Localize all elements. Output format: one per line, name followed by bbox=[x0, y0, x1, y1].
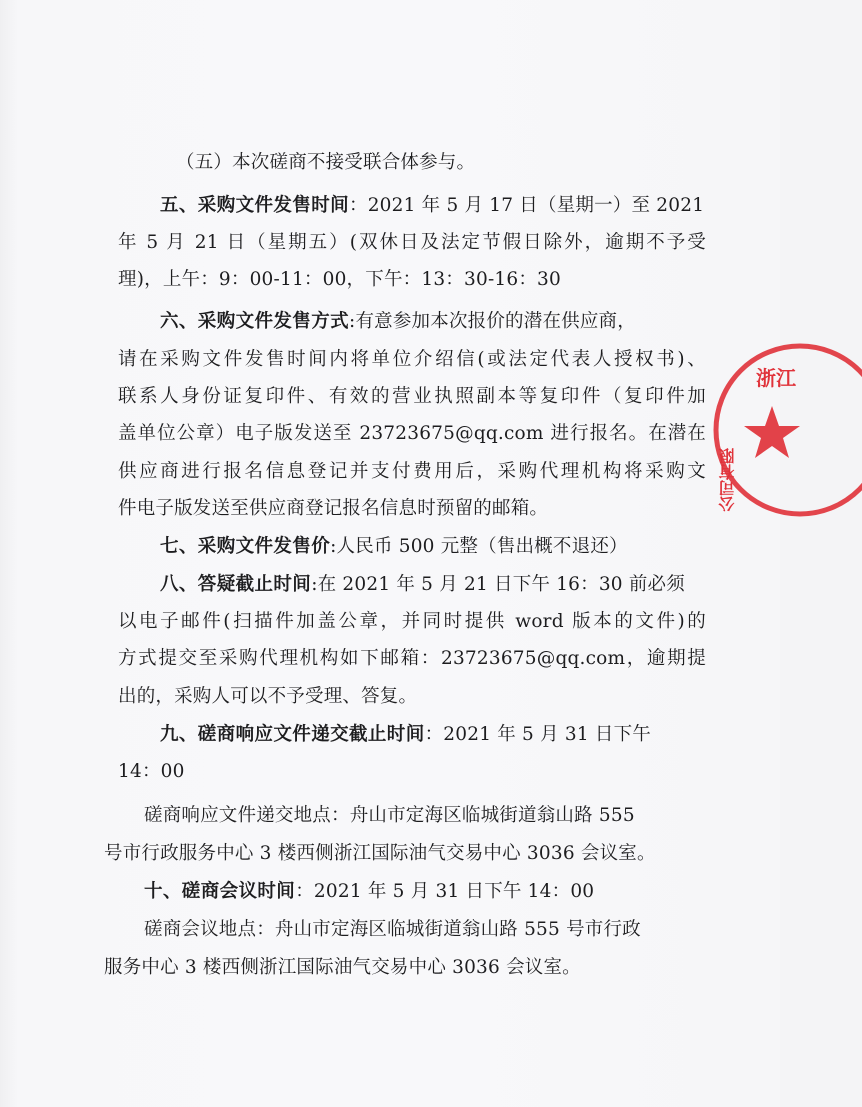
meeting-location: 磋商会议地点：舟山市定海区临城街道翁山路 555 号市行政 bbox=[144, 919, 641, 940]
company-seal bbox=[712, 338, 862, 528]
section-5-line-2: 年 5 月 21 日（星期五）(双休日及法定节假日除外，逾期不予受 bbox=[118, 232, 706, 253]
section-6-text: :有意参加本次报价的潜在供应商， bbox=[349, 311, 636, 332]
seal-star-icon bbox=[744, 406, 800, 458]
section-8-deadline bbox=[160, 572, 706, 598]
seal-text-side: 公司有限 bbox=[718, 448, 737, 512]
seal-text-top: 浙江 bbox=[756, 366, 796, 390]
section-6-line-4: 盖单位公章）电子版发送至 23723675@qq.com 进行报名。在潜在 bbox=[118, 423, 706, 444]
section-8-heading: 八、答疑截止时间 bbox=[160, 574, 312, 595]
section-5-text: ：2021 年 5 月 17 日（星期一）至 2021 bbox=[349, 195, 705, 216]
section-7-heading: 七、采购文件发售价 bbox=[160, 536, 331, 557]
section-10-text: ：2021 年 5 月 31 日下午 14：00 bbox=[295, 881, 595, 902]
section-6-sale-method bbox=[160, 309, 708, 335]
section-8-line-3: 方式提交至采购代理机构如下邮箱：23723675@qq.com，逾期提 bbox=[118, 648, 706, 669]
section-6-line-6: 件电子版发送至供应商登记报名信息时预留的邮箱。 bbox=[118, 498, 549, 519]
section-6-line-5: 供应商进行报名信息登记并支付费用后，采购代理机构将采购文 bbox=[118, 461, 706, 482]
section-8-line-4: 出的，采购人可以不予受理、答复。 bbox=[118, 686, 418, 707]
section-5-sale-time bbox=[160, 193, 708, 219]
section-6-line-3: 联系人身份证复印件、有效的营业执照副本等复印件（复印件加 bbox=[118, 386, 706, 407]
section-5-heading: 五、采购文件发售时间 bbox=[160, 195, 350, 216]
section-9-heading: 九、磋商响应文件递交截止时间 bbox=[160, 724, 425, 745]
section-9-line-2: 14：00 bbox=[118, 761, 185, 782]
section-6-line-2: 请在采购文件发售时间内将单位介绍信(或法定代表人授权书)、 bbox=[118, 349, 706, 370]
section-8-line-2: 以电子邮件(扫描件加盖公章，并同时提供 word 版本的文件)的 bbox=[118, 611, 706, 632]
section-10-heading: 十、磋商会议时间 bbox=[144, 881, 296, 902]
section-9-text: ：2021 年 5 月 31 日下午 bbox=[424, 724, 652, 745]
submission-location: 磋商响应文件递交地点：舟山市定海区临城街道翁山路 555 bbox=[144, 805, 635, 826]
clause-joint-venture: （五）本次磋商不接受联合体参与。 bbox=[176, 152, 476, 173]
section-7-price bbox=[160, 534, 628, 560]
submission-location-line-2: 号市行政服务中心 3 楼西侧浙江国际油气交易中心 3036 会议室。 bbox=[104, 843, 656, 864]
meeting-location-line-2: 服务中心 3 楼西侧浙江国际油气交易中心 3036 会议室。 bbox=[104, 957, 581, 978]
section-10-meeting-time bbox=[144, 879, 594, 905]
section-7-text: :人民币 500 元整（售出概不退还） bbox=[330, 536, 628, 557]
section-8-text: :在 2021 年 5 月 21 日下午 16：30 前必须 bbox=[311, 574, 685, 595]
section-6-heading: 六、采购文件发售方式 bbox=[160, 311, 350, 332]
section-9-submission-deadline bbox=[160, 722, 706, 748]
section-5-line-3: 理)，上午：9：00-11：00，下午：13：30-16：30 bbox=[118, 269, 561, 290]
